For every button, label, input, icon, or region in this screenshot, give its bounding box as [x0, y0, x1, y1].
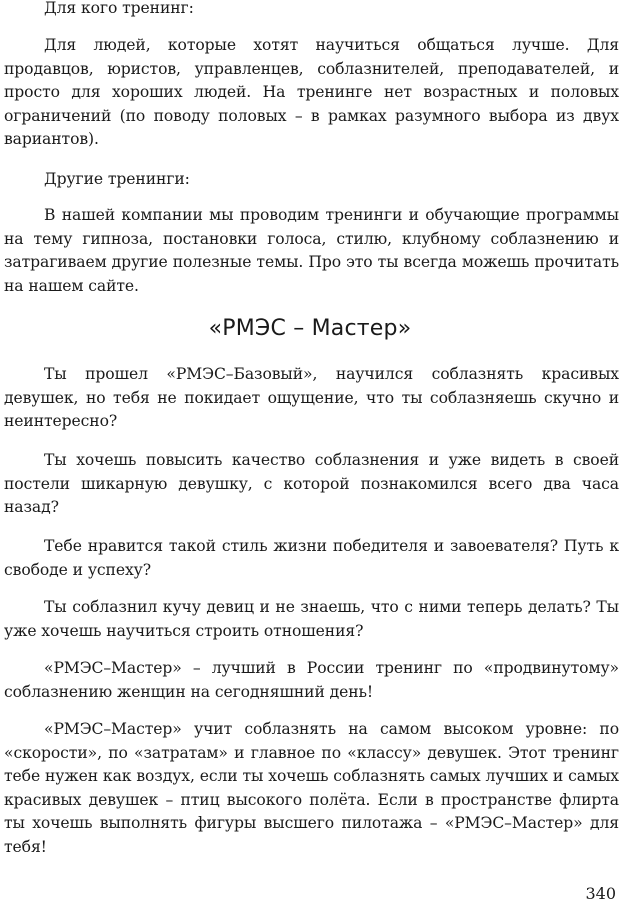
section-heading: «РМЭС – Мастер»: [208, 316, 412, 341]
paragraph-3: Тебе нравится такой стиль жизни победителя и завоевателя? Путь к свободе и успеху?: [4, 537, 619, 579]
label-for-whom: Для кого тренинг:: [44, 0, 194, 17]
page-number: 340: [585, 884, 616, 903]
label-other-trainings: Другие тренинги:: [44, 170, 190, 188]
paragraph-4: Ты соблазнил кучу девиц и не знаешь, что с ними теперь делать? Ты уже хочешь научиться строить отношения?: [4, 598, 619, 640]
paragraph-2: Ты хочешь повысить качество соблазнения и уже видеть в своей постели шикарную девушку, с которой познакомился всего два часа назад?: [4, 451, 619, 516]
paragraph-5: «РМЭС–Мастер» – лучший в России тренинг по «продвинутому» соблазнению женщин на сегодняшний день!: [4, 659, 619, 701]
paragraph-other-trainings: В нашей компании мы проводим тренинги и обучающие программы на тему гипноза, постановки голоса, стилю, клубному соблазнению и затрагиваем другие полезные темы. Про это ты всегда можешь прочитать на нашем сайте.: [4, 206, 619, 295]
paragraph-1: Ты прошел «РМЭС–Базовый», научился соблазнять красивых девушек, но тебя не покидает ощущение, что ты соблазняешь скучно и неинтересно?: [4, 365, 619, 430]
paragraph-6: «РМЭС–Мастер» учит соблазнять на самом высоком уровне: по «скорости», по «затратам» и главное по «классу» девушек. Этот тренинг тебе нужен как воздух, если ты хочешь соблазнять самых лучших и самых красивых девушек – птиц высокого полёта. Если в пространстве флирта ты хочешь выполнять фигуры высшего пилотажа – «РМЭС–Мастер» для тебя!: [4, 720, 619, 856]
paragraph-for-whom: Для людей, которые хотят научиться общаться лучше. Для продавцов, юристов, управленцев, соблазнителей, преподавателей, и просто для хороших людей. На тренинге нет возрастных и половых ограничений (по поводу половых – в рамках разумного выбора из двух вариантов).: [4, 36, 619, 148]
